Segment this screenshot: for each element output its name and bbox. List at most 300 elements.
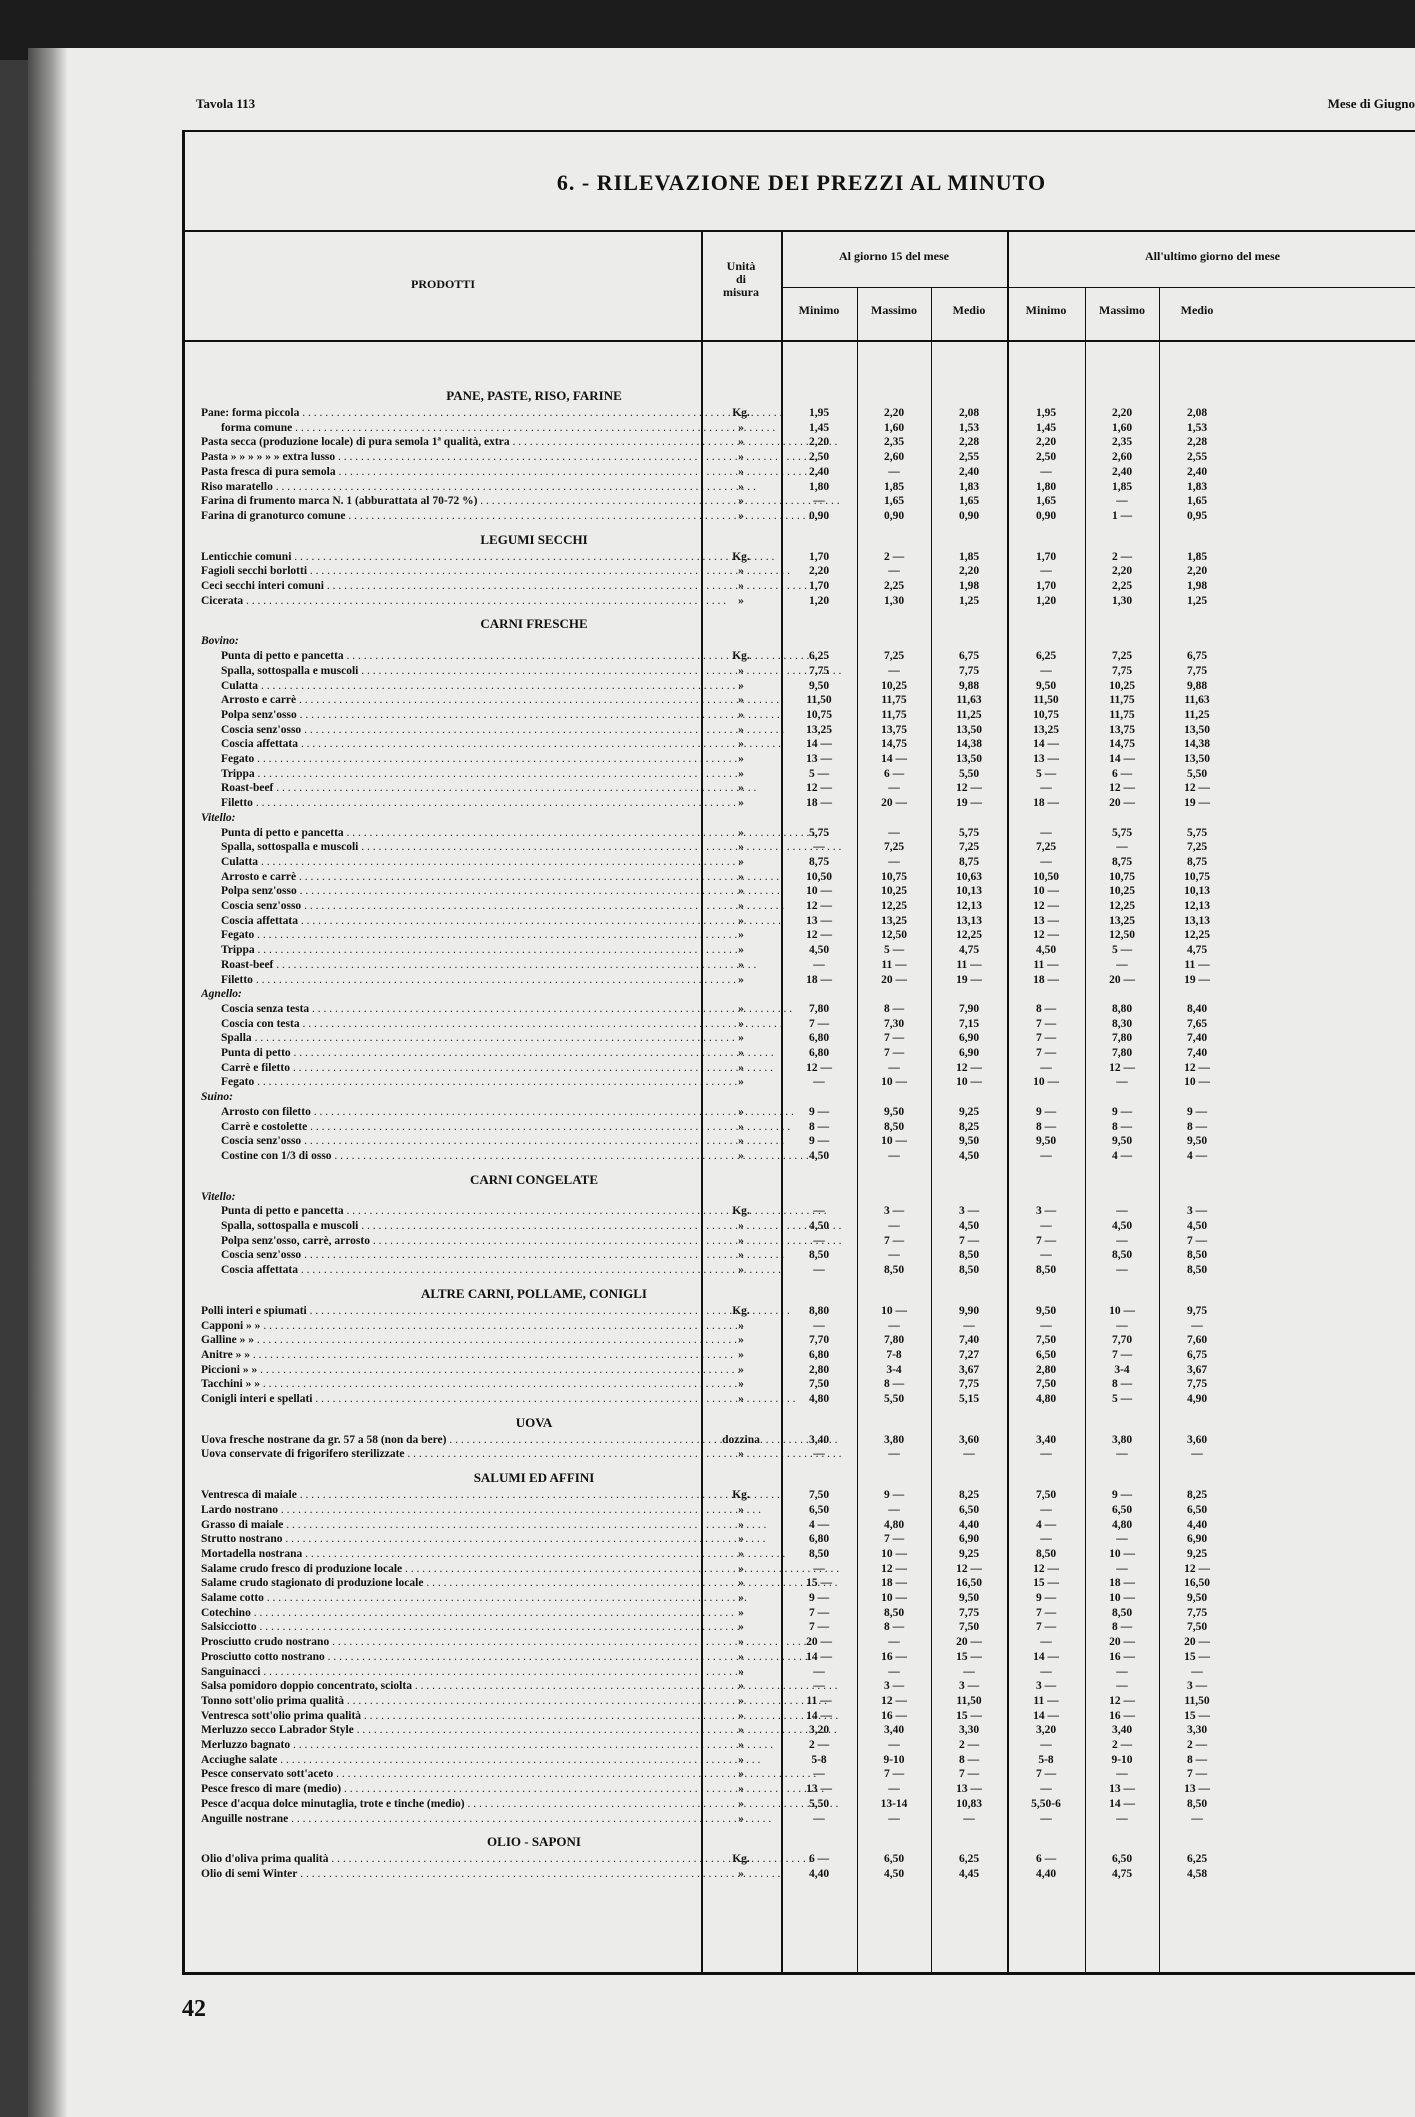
price-cell: 10,25 (1109, 679, 1135, 692)
price-cell: 6 — (808, 1853, 830, 1866)
section-title: PANE, PASTE, RISO, FARINE (446, 388, 622, 403)
price-cell: — (813, 1234, 825, 1247)
price-cell: 2,60 (1111, 451, 1133, 464)
table-row (185, 1263, 1415, 1278)
price-cell: 2 — (808, 1739, 830, 1751)
unit-header-line: misura (723, 285, 759, 299)
price-cell: 8 — (1035, 1002, 1057, 1015)
product-label: Coscia senz'osso . . . (221, 1248, 841, 1263)
price-cell: 5,50 (808, 1797, 830, 1810)
price-cell: 12 — (806, 1061, 832, 1074)
price-cell: — (1191, 1319, 1203, 1332)
table-row (185, 1679, 1415, 1694)
price-cell: 7,75 (958, 1606, 980, 1619)
price-cell: 8,50 (1186, 1264, 1208, 1277)
price-cell: 3,67 (958, 1363, 980, 1376)
month-label: Mese di Giugno (1327, 96, 1415, 111)
price-cell: 7 — (1035, 1032, 1057, 1045)
price-cell: 1,65 (958, 495, 980, 508)
price-cell: 7-8 (886, 1348, 902, 1361)
price-cell: — (1191, 1665, 1203, 1678)
product-label: Fagioli secchi borlotti . . . (201, 564, 841, 579)
price-cell: 10 — (1109, 1304, 1135, 1317)
table-row (185, 1304, 1415, 1319)
unit-cell: » (738, 1680, 744, 1693)
price-cell: 8 — (808, 1120, 830, 1133)
price-cell: 15 — (956, 1650, 982, 1663)
price-cell: 15 — (956, 1709, 982, 1722)
price-cell: 7,75 (958, 1378, 980, 1391)
price-cell: 6,80 (808, 1032, 830, 1045)
unit-cell: » (738, 1547, 744, 1560)
product-label: Conigli interi e spellati . . . (201, 1392, 841, 1407)
price-cell: 11,50 (1033, 694, 1059, 707)
product-label: Lardo nostrano . . . (201, 1503, 841, 1518)
price-cell: 1,60 (883, 421, 905, 434)
product-label: Polpa senz'osso . . . (221, 884, 841, 899)
price-cell: 2,50 (1035, 451, 1057, 464)
price-cell: 6,50 (808, 1503, 830, 1516)
price-cell: 4 — (1111, 1149, 1133, 1162)
price-cell: — (1116, 1448, 1128, 1461)
unit-cell: » (738, 797, 744, 810)
price-cell: 7,75 (1186, 1606, 1208, 1619)
unit-cell: » (738, 1149, 744, 1162)
price-cell: 5,75 (1111, 826, 1133, 839)
unit-cell: » (738, 1120, 744, 1133)
price-cell: 6,75 (1186, 650, 1208, 663)
price-cell: 7 — (883, 1234, 905, 1247)
unit-cell: » (738, 767, 744, 780)
product-label: Anitre » » . . . (201, 1348, 841, 1363)
price-cell: 11,50 (1184, 1694, 1210, 1707)
product-label: Cicerata . . . (201, 594, 841, 609)
unit-cell: » (738, 870, 744, 883)
price-cell: 11,25 (1184, 708, 1210, 721)
product-label: Trippa . . . (221, 767, 841, 782)
price-cell: — (963, 1319, 975, 1332)
price-cell: — (1116, 1533, 1128, 1546)
table-row (185, 1738, 1415, 1753)
price-cell: 1,83 (958, 480, 980, 493)
price-cell: 3,40 (808, 1433, 830, 1446)
price-cell: 6,25 (1035, 650, 1057, 663)
product-label: Punta di petto e pancetta . . . (221, 1204, 841, 1219)
price-cell: 2 — (1186, 1739, 1208, 1751)
table-row (185, 1591, 1415, 1606)
unit-cell: » (738, 1768, 744, 1781)
unit-cell: Kg. (732, 550, 750, 563)
unit-cell: » (738, 436, 744, 449)
table-row (185, 1562, 1415, 1577)
price-cell: 7,80 (808, 1002, 830, 1015)
price-cell: — (1040, 1503, 1052, 1516)
price-cell: 8 — (1111, 1378, 1133, 1391)
price-cell: — (1116, 1319, 1128, 1332)
product-label: Spalla . . . (221, 1031, 841, 1046)
price-cell: 10,50 (1033, 870, 1059, 883)
price-cell: 7,50 (1035, 1489, 1057, 1502)
unit-cell: » (738, 594, 744, 607)
table-row (185, 973, 1415, 988)
price-cell: 1,30 (883, 594, 905, 607)
price-cell: 2,08 (1186, 407, 1208, 419)
product-label: Culatta . . . (221, 679, 841, 694)
price-cell: 0,90 (958, 509, 980, 522)
price-cell: 6,80 (808, 1533, 830, 1546)
price-cell: 13,25 (881, 914, 907, 927)
price-cell: 7,25 (1111, 650, 1133, 663)
price-cell: 9 — (883, 1489, 905, 1502)
price-cell: — (888, 1503, 900, 1516)
price-cell: — (1040, 565, 1052, 578)
price-cell: 6,80 (808, 1348, 830, 1361)
price-cell: 18 — (1033, 797, 1059, 810)
price-cell: 12 — (881, 1562, 907, 1575)
price-cell: 10,13 (1184, 885, 1210, 898)
table-row (185, 1753, 1415, 1768)
product-label: Sanguinacci . . . (201, 1665, 841, 1680)
price-cell: 9,88 (958, 679, 980, 692)
unit-cell: » (738, 753, 744, 765)
price-cell: — (813, 1448, 825, 1461)
price-cell: 8,50 (1111, 1606, 1133, 1619)
price-cell: 9 — (808, 1135, 830, 1148)
price-cell: 1,65 (1035, 495, 1057, 508)
price-cell: 2,40 (1186, 465, 1208, 478)
price-cell: 12 — (806, 929, 832, 942)
price-cell: 8,50 (808, 1547, 830, 1560)
price-cell: 4,40 (1186, 1518, 1208, 1531)
price-cell: — (1040, 664, 1052, 677)
unit-cell: » (738, 1739, 744, 1751)
price-cell: 3 — (958, 1205, 980, 1218)
price-cell: 9-10 (883, 1753, 905, 1766)
price-cell: 13,50 (1184, 723, 1210, 736)
price-cell: — (813, 1264, 825, 1277)
unit-cell: » (738, 841, 744, 854)
price-cell: — (813, 1680, 825, 1693)
price-cell: 1,83 (1186, 480, 1208, 493)
unit-cell: » (738, 738, 744, 751)
price-cell: — (1116, 1562, 1128, 1575)
price-cell: 6,75 (1186, 1348, 1208, 1361)
section-title: LEGUMI SECCHI (480, 531, 588, 547)
unit-cell: » (738, 1577, 744, 1590)
product-label: Bovino: (201, 635, 239, 648)
table-row (185, 406, 1415, 421)
unit-cell: » (738, 914, 744, 927)
table-row (185, 1002, 1415, 1017)
price-cell: 8,30 (1111, 1017, 1133, 1030)
price-cell: 13,50 (956, 723, 982, 736)
product-label: Pesce d'acqua dolce minutaglia, trote e tinche (medio) . . . (201, 1797, 841, 1812)
price-cell: 13,50 (1184, 753, 1210, 765)
table-row (185, 693, 1415, 708)
table-row (185, 811, 1415, 826)
price-cell: 7 — (1186, 1234, 1208, 1247)
products-header: PRODOTTI (410, 277, 475, 291)
unit-cell: » (738, 944, 744, 957)
price-cell: 7,60 (1186, 1334, 1208, 1347)
price-cell: 7,50 (958, 1621, 980, 1634)
price-table (182, 130, 1415, 1975)
price-cell: — (1116, 1665, 1128, 1678)
price-cell: 1,98 (1186, 580, 1208, 592)
price-cell: 14 — (1033, 738, 1059, 751)
price-cell: 13 — (806, 914, 832, 927)
price-cell: 1,70 (1035, 550, 1057, 563)
price-cell: 8 — (1035, 1120, 1057, 1133)
price-cell: 11,75 (1109, 694, 1135, 707)
price-cell: — (813, 1665, 825, 1678)
price-cell: 4,40 (1035, 1867, 1057, 1880)
price-cell: 11,63 (956, 694, 982, 707)
price-cell: 0,90 (808, 509, 830, 522)
table-row (185, 1120, 1415, 1135)
unit-cell: » (738, 1220, 744, 1232)
price-cell: 12,50 (1109, 929, 1135, 942)
price-cell: — (888, 855, 900, 868)
price-cell: 2 — (883, 550, 905, 563)
table-row (185, 1547, 1415, 1562)
price-cell: 12 — (1033, 900, 1059, 912)
price-cell: — (888, 1812, 900, 1825)
price-cell: 2 — (1111, 550, 1133, 563)
price-cell: 8,75 (958, 855, 980, 868)
price-cell: 15 — (806, 1577, 832, 1590)
price-cell: 7,75 (1111, 664, 1133, 677)
price-cell: 7,70 (808, 1334, 830, 1347)
product-label: Spalla, sottospalla e muscoli . . . (221, 664, 841, 679)
price-cell: 3-4 (1114, 1363, 1130, 1376)
product-label: Acciughe salate . . . (201, 1753, 841, 1768)
product-label: Roast-beef . . . (221, 958, 841, 973)
price-cell: 4,50 (808, 1220, 830, 1232)
unit-cell: » (738, 1533, 744, 1546)
table-row (185, 1134, 1415, 1149)
price-cell: 6,25 (1186, 1853, 1208, 1866)
price-cell: 12 — (956, 1562, 982, 1575)
price-cell: — (1040, 855, 1052, 868)
price-cell: 11 — (956, 958, 982, 971)
table-row (185, 480, 1415, 495)
unit-cell: » (738, 694, 744, 707)
price-cell: 0,90 (1035, 509, 1057, 522)
table-row (185, 1447, 1415, 1462)
product-label: Capponi » » . . . (201, 1319, 841, 1334)
table-row (185, 840, 1415, 855)
price-cell: 8,50 (883, 1606, 905, 1619)
price-cell: 14 — (1033, 1650, 1059, 1663)
product-label: Polpa senz'osso . . . (221, 708, 841, 723)
table-row (185, 1488, 1415, 1503)
price-cell: 2,20 (958, 565, 980, 578)
price-cell: 8,75 (1111, 855, 1133, 868)
price-cell: 1,25 (1186, 594, 1208, 607)
table-row (185, 1348, 1415, 1363)
product-label: Pesce conservato sott'aceto . . . (201, 1767, 841, 1782)
unit-cell: » (738, 1694, 744, 1707)
table-row (185, 1392, 1415, 1407)
unit-cell: » (738, 1047, 744, 1059)
price-cell: 7 — (1111, 1348, 1133, 1361)
price-cell: 4,45 (958, 1867, 980, 1880)
table-row (185, 928, 1415, 943)
product-label: Ventresca di maiale . . . (201, 1488, 841, 1503)
table-number: Tavola 113 (196, 96, 256, 111)
product-label: Merluzzo secco Labrador Style . . . (201, 1723, 841, 1738)
unit-cell: » (738, 929, 744, 942)
price-cell: 14,38 (956, 738, 982, 751)
price-cell: — (813, 1319, 825, 1332)
product-label: Coscia senz'osso . . . (221, 723, 841, 738)
product-label: Arrosto e carrè . . . (221, 693, 841, 708)
price-cell: 9,50 (958, 1135, 980, 1148)
price-cell: 7,90 (958, 1002, 980, 1015)
price-cell: 7 — (883, 1032, 905, 1045)
price-cell: 13 — (806, 753, 832, 765)
price-cell: 13 — (1033, 914, 1059, 927)
price-cell: 3 — (1186, 1680, 1208, 1693)
table-row (185, 826, 1415, 841)
price-cell: 15 — (1184, 1709, 1210, 1722)
price-cell: 20 — (806, 1636, 832, 1649)
price-cell: — (1040, 1249, 1052, 1262)
price-cell: 8,80 (1111, 1002, 1133, 1015)
price-cell: 4,50 (1035, 944, 1057, 957)
price-cell: 19 — (1184, 973, 1210, 986)
price-cell: 3 — (1186, 1205, 1208, 1218)
price-cell: 2,28 (1186, 436, 1208, 449)
price-cell: — (813, 1076, 825, 1089)
price-cell: 1,60 (1111, 421, 1133, 434)
price-cell: 11 — (1033, 1694, 1059, 1707)
price-cell: 3 — (883, 1205, 905, 1218)
table-row (185, 987, 1415, 1002)
price-cell: 10,50 (806, 870, 832, 883)
price-cell: 10 — (1184, 1076, 1210, 1089)
price-cell: 8,50 (1035, 1264, 1057, 1277)
price-cell: — (888, 826, 900, 839)
price-cell: 1,53 (1186, 421, 1208, 434)
price-cell: 1,98 (958, 580, 980, 592)
section-title: CARNI CONGELATE (470, 1171, 598, 1187)
price-cell: 5,15 (958, 1393, 980, 1405)
price-cell: 9,50 (1035, 679, 1057, 692)
price-cell: 10 — (881, 1076, 907, 1089)
unit-header-line: di (735, 272, 746, 286)
price-cell: 2,50 (808, 451, 830, 464)
table-row (185, 1031, 1415, 1046)
price-cell: 1,45 (808, 421, 830, 434)
price-cell: 12 — (1184, 1061, 1210, 1074)
book-spine-shadow (28, 48, 68, 2117)
price-cell: 7 — (1035, 1234, 1057, 1247)
price-cell: 5,50 (883, 1393, 905, 1405)
price-cell: 3 — (883, 1680, 905, 1693)
price-cell: — (1116, 1234, 1128, 1247)
table-row (185, 1433, 1415, 1448)
unit-cell: » (738, 855, 744, 868)
price-cell: 2 — (1111, 1739, 1133, 1751)
unit-cell: Kg. (732, 1853, 750, 1866)
unit-cell: » (738, 1621, 744, 1634)
unit-cell: » (738, 509, 744, 522)
price-cell: 5,50 (1186, 767, 1208, 780)
section-title: ALTRE CARNI, POLLAME, CONIGLI (421, 1285, 647, 1301)
table-row (185, 870, 1415, 885)
product-label: Arrosto e carrè . . . (221, 870, 841, 885)
price-cell: 8,25 (958, 1489, 980, 1502)
product-label: Punta di petto e pancetta . . . (221, 649, 841, 664)
price-cell: 5,50 (958, 767, 980, 780)
price-cell: 2,60 (883, 451, 905, 464)
price-cell: 13-14 (880, 1797, 908, 1810)
price-cell: 16,50 (1184, 1577, 1210, 1590)
price-cell: 5,75 (1186, 826, 1208, 839)
header-top-rule (185, 230, 1415, 232)
price-cell: 13,13 (1184, 914, 1210, 927)
price-cell: 2,55 (1186, 451, 1208, 464)
unit-cell: » (738, 723, 744, 736)
price-cell: 13 — (1109, 1783, 1135, 1796)
price-cell: 0,90 (883, 509, 905, 522)
unit-cell: » (738, 1319, 744, 1332)
price-cell: — (1116, 1076, 1128, 1089)
price-cell: — (1040, 1149, 1052, 1162)
unit-cell: » (738, 421, 744, 434)
price-cell: 20 — (956, 1636, 982, 1649)
table-row (185, 914, 1415, 929)
table-row (185, 1234, 1415, 1249)
price-cell: 6,25 (808, 650, 830, 663)
price-cell: 8,50 (1186, 1249, 1208, 1262)
price-cell: 13,75 (1109, 723, 1135, 736)
product-label: Fegato . . . (221, 928, 841, 943)
price-cell: 2,25 (1111, 580, 1133, 592)
price-cell: — (888, 1739, 900, 1751)
price-cell: 20 — (1109, 797, 1135, 810)
price-cell: 1,20 (1035, 594, 1057, 607)
product-label: Coscia senza testa . . . (221, 1002, 841, 1017)
price-cell: 2,35 (1111, 436, 1133, 449)
price-cell: 8 — (958, 1753, 980, 1766)
price-cell: 1,65 (883, 495, 905, 508)
unit-cell: » (738, 1032, 744, 1045)
price-cell: 11,25 (956, 708, 982, 721)
price-cell: 8,40 (1186, 1002, 1208, 1015)
product-label: forma comune . . . (221, 421, 841, 436)
med-header: Medio (952, 303, 986, 317)
product-label: Anguille nostrane . . . (201, 1812, 841, 1827)
price-cell: 19 — (956, 797, 982, 810)
price-cell: 9 — (1186, 1105, 1208, 1118)
price-cell: 1,95 (808, 407, 830, 419)
price-cell: 5,75 (958, 826, 980, 839)
price-cell: 12,25 (1109, 900, 1135, 912)
price-cell: 9 — (808, 1105, 830, 1118)
price-cell: 12,50 (881, 929, 907, 942)
price-cell: — (813, 841, 825, 854)
price-cell: 15 — (1033, 1577, 1059, 1590)
table-row (185, 1503, 1415, 1518)
price-cell: 10,25 (1109, 885, 1135, 898)
price-cell: 11,50 (956, 1694, 982, 1707)
price-cell: — (1040, 1783, 1052, 1796)
price-cell: 16,50 (956, 1577, 982, 1590)
product-label: Coscia affettata . . . (221, 914, 841, 929)
